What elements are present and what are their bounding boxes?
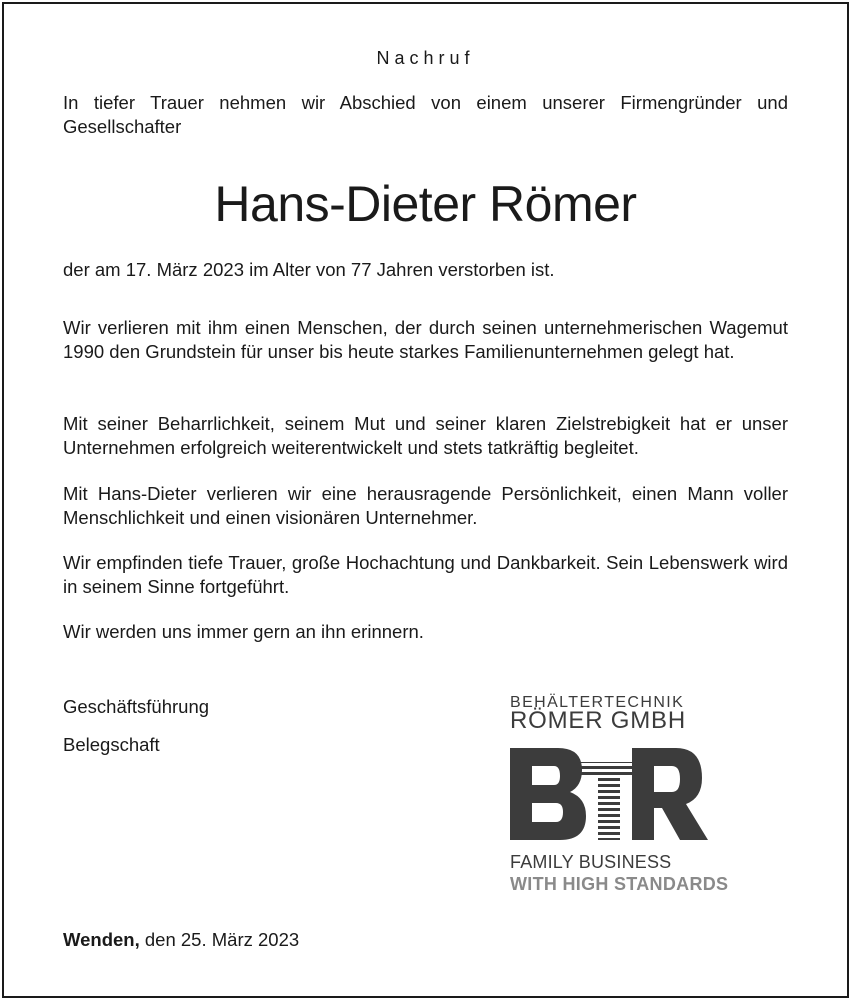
paragraph-1: Wir verlieren mit ihm einen Menschen, der durch seinen unternehmerischen Wagemut 1990 den Grundstein für unser bis heute starkes Familienunternehmen gelegt hat. [63, 317, 788, 362]
intro-text: In tiefer Trauer nehmen wir Abschied von einem unserer Firmengründer und Gesellschafter [63, 92, 788, 137]
logo-company-line2: RÖMER GMBH [510, 707, 686, 734]
logo-tagline-2: WITH HIGH STANDARDS [510, 874, 729, 894]
death-line: der am 17. März 2023 im Alter von 77 Jahren verstorben ist. [63, 259, 555, 280]
signatory-management: Geschäftsführung [63, 696, 210, 717]
paragraph-2: Mit seiner Beharrlichkeit, seinem Mut und seiner klaren Zielstrebigkeit hat er unser Unternehmen erfolgreich weiterentwickelt und stets tatkräftig begleitet. [63, 413, 788, 458]
logo-company-line1: BEHÄLTERTECHNIK [510, 694, 685, 711]
btr-logo-mark [510, 748, 710, 840]
place-date-line [63, 928, 299, 952]
deceased-name: Hans-Dieter Römer [214, 176, 637, 232]
place-name: Wenden, [63, 929, 140, 950]
paragraph-3: Mit Hans-Dieter verlieren wir eine herausragende Persönlichkeit, einen Mann voller Menschlichkeit und einen visionären Unternehmer. [63, 483, 788, 528]
date-text: den 25. März 2023 [144, 929, 300, 950]
paragraph-4: Wir empfinden tiefe Trauer, große Hochachtung und Dankbarkeit. Sein Lebenswerk wird in seinem Sinne fortgeführt. [63, 552, 788, 597]
logo-tagline-1: FAMILY BUSINESS [510, 852, 672, 872]
paragraph-5: Wir werden uns immer gern an ihn erinnern. [63, 621, 424, 642]
signatory-staff: Belegschaft [63, 734, 160, 755]
obituary-heading: Nachruf [376, 48, 475, 68]
